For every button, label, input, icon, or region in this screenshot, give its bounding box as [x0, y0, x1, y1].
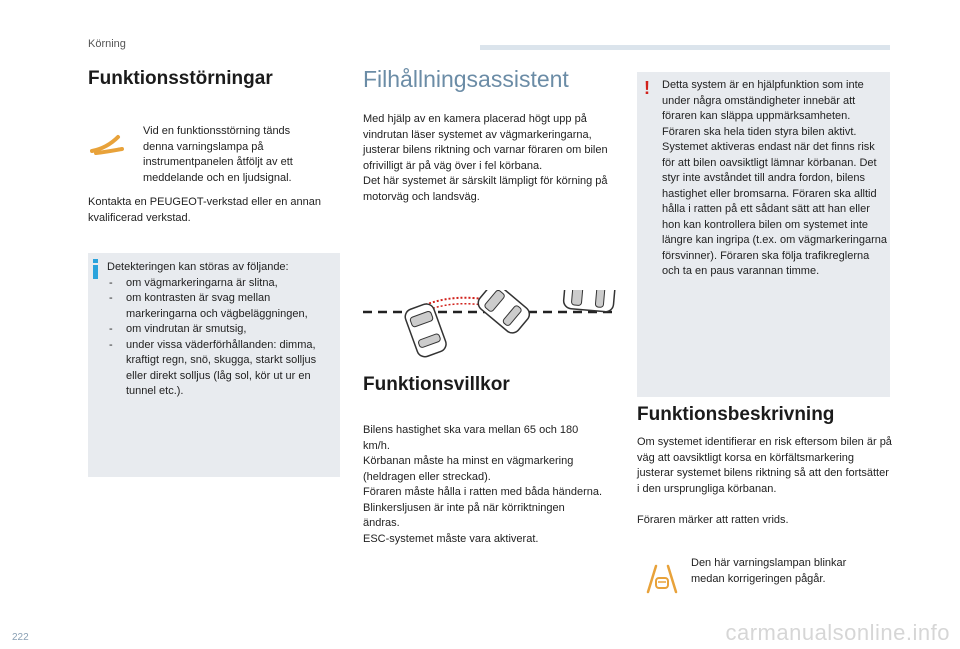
list-item: Föraren måste hålla i ratten med båda händerna. — [363, 486, 603, 498]
watermark: carmanualsonline.info — [725, 620, 950, 645]
lane-departure-warning-icon — [88, 133, 128, 157]
lane-keeping-illustration — [363, 290, 617, 362]
contact-text: Kontakta en PEUGEOT-verkstad eller en annan kvalificerad verkstad. — [88, 196, 321, 224]
list-item: Bilens hastighet ska vara mellan 65 och 180 km/h. — [363, 424, 579, 452]
info-icon — [93, 259, 99, 279]
page-number: 222 — [12, 632, 29, 643]
section-label: Körning — [88, 38, 126, 50]
malfunction-warning-text: Vid en funktionsstörning tänds denna varningslampa på instrumentpanelen åtföljt av ett meddelande och en ljudsignal. — [143, 125, 293, 184]
info-box — [88, 253, 340, 477]
warning-text: Detta system är en hjälpfunktion som inte under några omständigheter innebär att föraren kan släppa uppmärksamheten. Föraren ska hela tiden styra bilen aktivt. Systemet aktiveras endast när det finns risk för att bilen oavsiktligt lämnar körbanan. Det styr inte avståndet till andra fordon, bilens hastighet eller bromsarna. Föraren ska alltid hålla i ratten på ett sådant sätt att han eller hon kan kontrollera bilen om systemet inte längre kan ingripa (t.ex. om vägmarkeringarna försvinner). Föraren ska följa trafikreglerna och ta en paus varannan timme. — [662, 79, 888, 277]
list-item: Körbanan måste ha minst en vägmarkering (heldragen eller streckad). — [363, 455, 574, 483]
exclamation-icon: ! — [644, 78, 650, 98]
list-item: Blinkersljusen är inte på när körriktningen ändras. — [363, 501, 565, 529]
section-title-conditions: Funktionsvillkor — [363, 374, 510, 395]
section-title-lane-assist: Filhållningsassistent — [363, 66, 569, 92]
list-item: ESC-systemet måste vara aktiverat. — [363, 532, 539, 545]
section-title-malfunctions: Funktionsstörningar — [88, 68, 273, 89]
info-intro: Detekteringen kan störas av följande: — [107, 261, 289, 273]
lane-assist-intro: Med hjälp av en kamera placerad högt upp på vindrutan läser systemet av vägmarkeringarna, justerar bilens riktning och varnar föraren om bilen ofrivilligt är på väg över i fel körbana. — [363, 113, 608, 172]
list-item: - under vissa väderförhållanden: dimma, kraftigt regn, snö, skugga, starkt solljus eller direkt solljus (låg sol, kör ut ur en tunnel etc.). — [107, 338, 335, 400]
list-item: - om vindrutan är smutsig, — [107, 322, 335, 338]
section-title-description: Funktionsbeskrivning — [637, 404, 835, 425]
header-rule — [480, 45, 890, 50]
lane-assist-intro-2: Det här systemet är särskilt lämpligt för körning på motorväg och landsväg. — [363, 175, 608, 203]
list-item: - om kontrasten är svag mellan markeringarna och vägbeläggningen, — [107, 291, 335, 322]
warning-box — [637, 72, 890, 397]
description-text-2: Föraren märker att ratten vrids. — [637, 514, 789, 526]
lamp-text: Den här varningslampan blinkar medan korrigeringen pågår. — [691, 557, 847, 585]
list-item: - om vägmarkeringarna är slitna, — [107, 276, 335, 292]
lane-keeping-active-icon — [646, 564, 678, 594]
conditions-list — [363, 423, 603, 547]
description-text: Om systemet identifierar en risk eftersom bilen är på väg att oavsiktligt korsa en körfältsmarkering justerar systemet bilens riktning så att den fortsätter i den ursprungliga körbanan. — [637, 436, 892, 495]
